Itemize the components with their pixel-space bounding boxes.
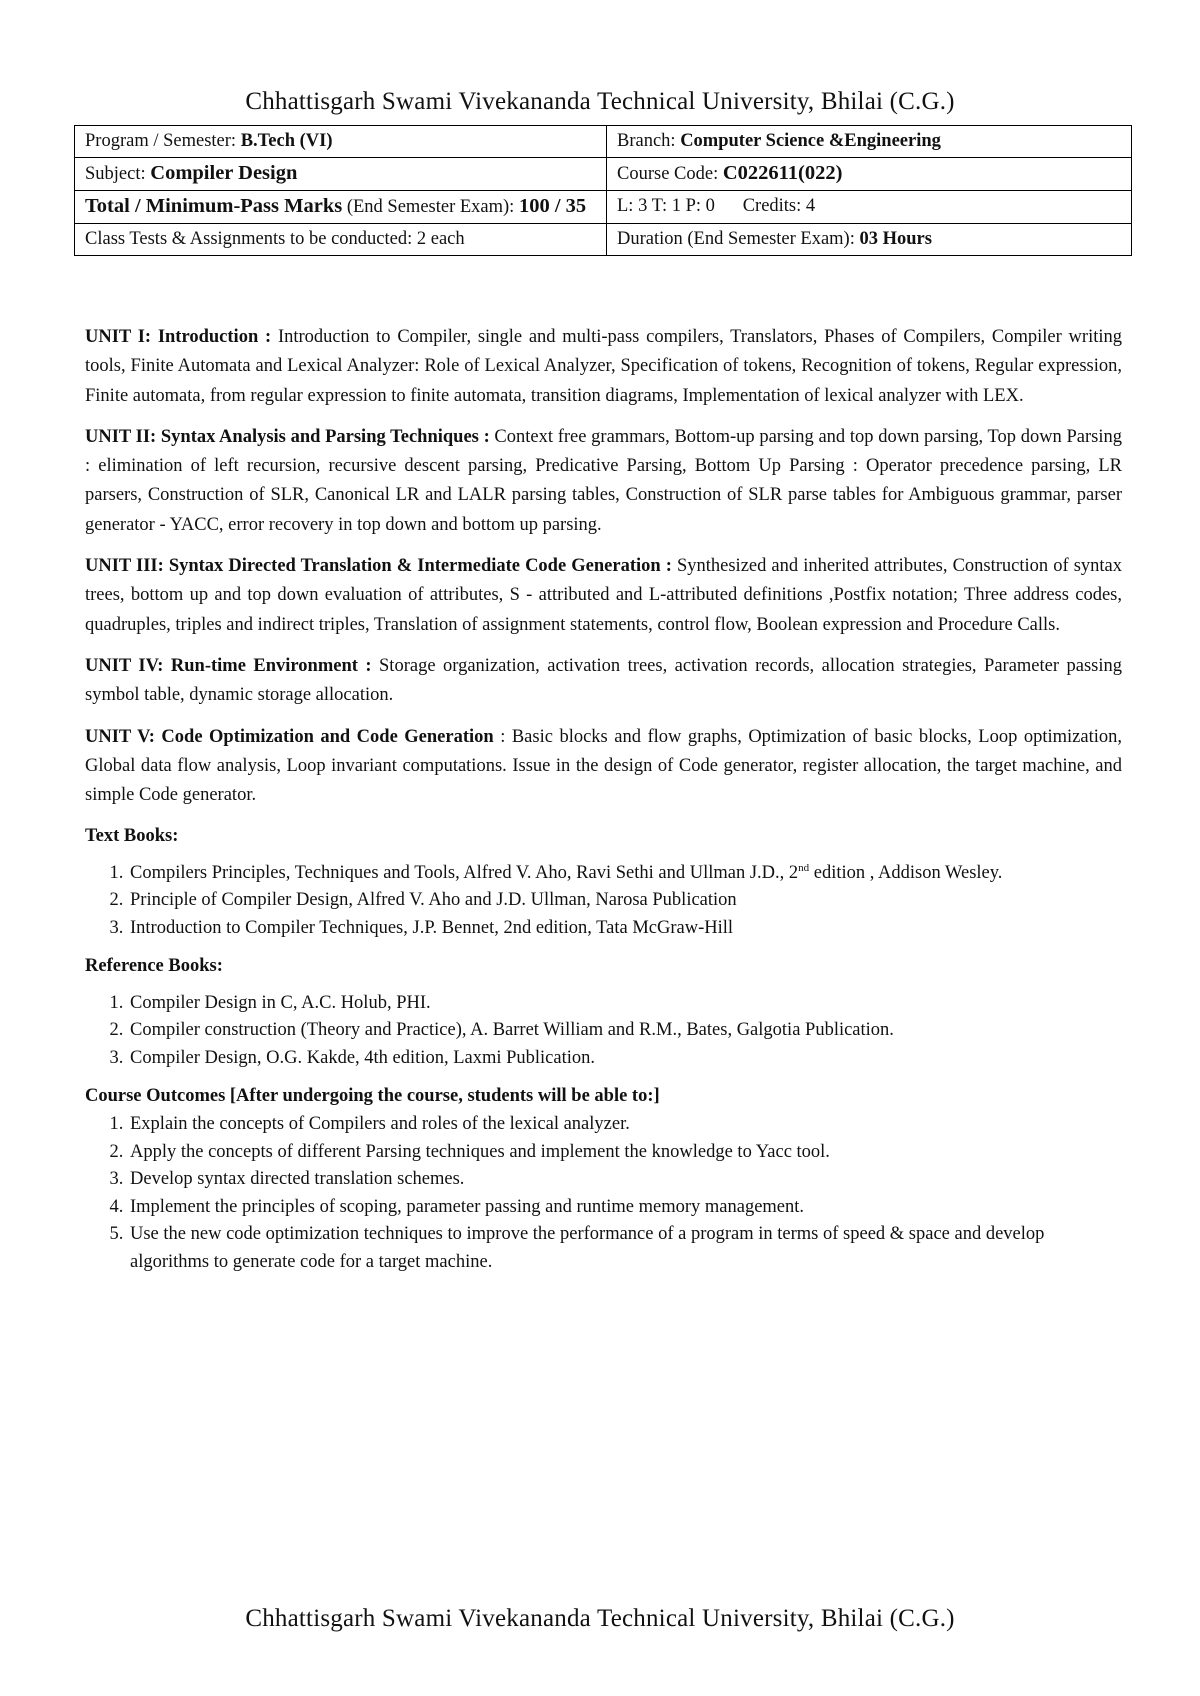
subject-value: Compiler Design [150, 162, 298, 184]
course-info-table [74, 125, 1132, 256]
reference-books-heading: Reference Books: [85, 956, 223, 977]
list-item: 3. Develop syntax directed translation schemes. [128, 1166, 1122, 1194]
unit-title: UNIT II: Syntax Analysis and Parsing Techniques : [85, 426, 490, 447]
university-footer: Chhattisgarh Swami Vivekananda Technical University, Bhilai (C.G.) [245, 1605, 955, 1632]
list-item: 1. Explain the concepts of Compilers and roles of the lexical analyzer. [128, 1111, 1122, 1139]
list-item: 1. Compiler Design in C, A.C. Holub, PHI. [128, 990, 1122, 1018]
unit-title: UNIT IV: Run-time Environment : [85, 655, 372, 676]
unit-1: UNIT I: Introduction : Introduction to Compiler, single and multi-pass compilers, Translators, Phases of Compilers, Compiler writing tools, Finite Automata and Lexical Analyzer: Role of Lexical Analyzer, Specification of tokens, Recognition of tokens, Regular expression, Finite automata, from regular expression to finite automata, transition diagrams, Implementation of lexical analyzer with LEX. [85, 327, 1123, 406]
list-item: 5. Use the new code optimization techniques to improve the performance of a program in terms of speed & space and develop algorithms to generate code for a target machine. [128, 1221, 1122, 1276]
course-code-cell: Course Code: C022611(022) [607, 158, 1132, 191]
subject-cell: Subject: Compiler Design [75, 158, 607, 191]
credits-value: Credits: 4 [742, 196, 816, 216]
ltp-cell [607, 191, 1132, 224]
list-item: 2. Compiler construction (Theory and Practice), A. Barret William and R.M., Bates, Galgotia Publication. [128, 1017, 1122, 1045]
ltp-value: L: 3 T: 1 P: 0 [617, 196, 715, 216]
duration-value: 03 Hours [859, 229, 932, 249]
unit-4: UNIT IV: Run-time Environment : Storage organization, activation trees, activation records, allocation strategies, Parameter passing symbol table, dynamic storage allocation. [85, 655, 1122, 706]
unit-title: UNIT III: Syntax Directed Translation & Intermediate Code Generation : [85, 556, 672, 577]
list-item: 3. Introduction to Compiler Techniques, J.P. Bennet, 2nd edition, Tata McGraw-Hill [128, 915, 1122, 943]
text-books-list [85, 860, 1122, 943]
branch-value: Computer Science &Engineering [680, 131, 941, 151]
course-outcomes-list [85, 1111, 1122, 1276]
unit-title: UNIT I: Introduction : [85, 327, 272, 347]
university-header: Chhattisgarh Swami Vivekananda Technical University, Bhilai (C.G.) [245, 88, 955, 115]
course-code-value: C022611(022) [722, 162, 843, 184]
branch-cell: Branch: Computer Science &Engineering [607, 126, 1132, 158]
list-item: 2. Principle of Compiler Design, Alfred V. Aho and J.D. Ullman, Narosa Publication [128, 887, 1122, 915]
unit-2: UNIT II: Syntax Analysis and Parsing Techniques : Context free grammars, Bottom-up parsing and top down parsing, Top down Parsing : elimination of left recursion, recursive descent parsing, Predicative Parsing, Bottom Up Parsing : Operator precedence parsing, LR parsers, Construction of SLR, Canonical LR and LALR parsing tables, Construction of SLR parse tables for Ambiguous grammar, parser generator - YACC, error recovery in top down and bottom up parsing. [85, 426, 1122, 535]
marks-value: 100 / 35 [518, 195, 587, 217]
list-item: 1. Compilers Principles, Techniques and Tools, Alfred V. Aho, Ravi Sethi and Ullman J.D., 2nd edition , Addison Wesley. [128, 860, 1122, 888]
list-item: 3. Compiler Design, O.G. Kakde, 4th edition, Laxmi Publication. [128, 1045, 1122, 1073]
reference-books-list [85, 990, 1122, 1073]
class-tests-cell: Class Tests & Assignments to be conducted: 2 each [75, 224, 607, 256]
text-books-heading: Text Books: [85, 826, 179, 847]
unit-3: UNIT III: Syntax Directed Translation & Intermediate Code Generation : Synthesized and inherited attributes, Construction of syntax trees, bottom up and top down evaluation of attributes, S - attributed and L-attributed definitions ,Postfix notation; Three address codes, quadruples, triples and indirect triples, Translation of assignment statements, control flow, Boolean expression and Procedure Calls. [85, 556, 1122, 635]
program-value: B.Tech (VI) [240, 131, 333, 151]
unit-title: UNIT V: Code Optimization and Code Generation [85, 726, 494, 747]
list-item: 4. Implement the principles of scoping, parameter passing and runtime memory management. [128, 1194, 1122, 1222]
unit-5: UNIT V: Code Optimization and Code Generation : Basic blocks and flow graphs, Optimization of basic blocks, Loop optimization, Global data flow analysis, Loop invariant computations. Issue in the design of Code generator, register allocation, the target machine, and simple Code generator. [85, 726, 1122, 806]
duration-cell: Duration (End Semester Exam): 03 Hours [607, 224, 1132, 256]
marks-cell: Total / Minimum-Pass Marks (End Semester Exam): 100 / 35 [75, 191, 607, 224]
marks-label: Total / Minimum-Pass Marks [85, 195, 343, 217]
list-item: 2. Apply the concepts of different Parsing techniques and implement the knowledge to Yacc tool. [128, 1139, 1122, 1167]
syllabus-body [85, 323, 1122, 1286]
program-cell: Program / Semester: B.Tech (VI) [75, 126, 607, 158]
course-outcomes-heading: Course Outcomes [After undergoing the course, students will be able to:] [85, 1086, 660, 1107]
